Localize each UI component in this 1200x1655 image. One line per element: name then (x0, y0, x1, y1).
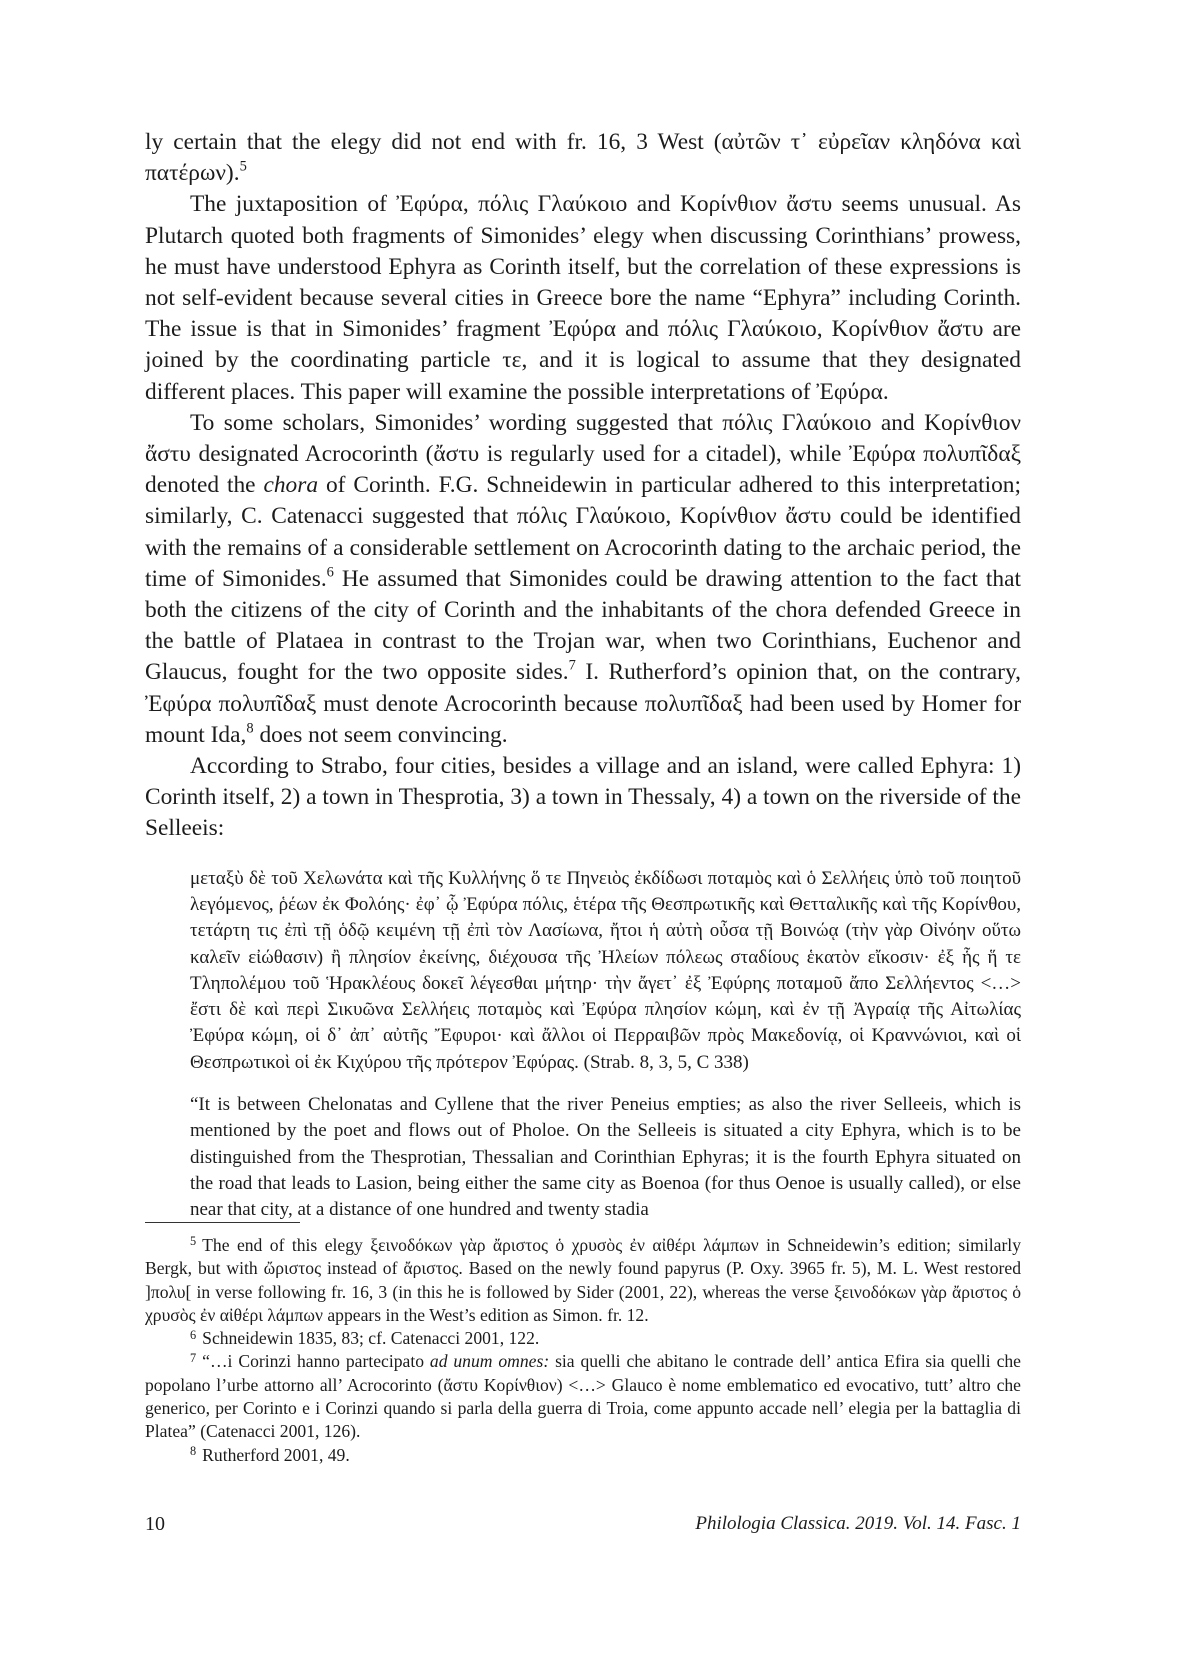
footnote-6-number: 6 (190, 1327, 197, 1342)
chora-emphasis: chora (263, 472, 319, 499)
footnote-ref-7[interactable]: 7 (568, 658, 576, 675)
paragraph-juxtaposition: The juxtaposition of Ἐφύρα, πόλις Γλαύκοιο and Κορίνθιον ἄστυ seems unusual. As Plutarch quoted both fragments of Simonides’ elegy when discussing Corinthians’ prowess, he must have understood Ephyra as Corinth itself, but the correlation of these expressions is not self-evident because several cities in Greece bore the name “Ephyra” including Corinth. The issue is that in Simonides’ fragment Ἐφύρα and πόλις Γλαύκοιο, Κορίνθιον ἄστυ are joined by the coordinating particle τε, and it is logical to assume that they designated different places. This paper will examine the possible interpretations of Ἐφύρα. (145, 191, 1021, 405)
footnote-5 (145, 1234, 1021, 1327)
page-number: 10 (145, 1513, 165, 1535)
greek-quotation: μεταξὺ δὲ τοῦ Χελωνάτα καὶ τῆς Κυλλήνης ὅ τε Πηνειὸς ἐκδίδωσι ποταμὸς καὶ ὁ Σελλήεις ὑπὸ τοῦ ποιητοῦ λεγόμενος, ῥέων ἐκ Φολόης· ἐφ᾽ ᾧ Ἐφύρα πόλις, ἑτέρα τῆς Θεσπρωτικῆς καὶ Θετταλικῆς καὶ τῆς Κορίνθου, τετάρτη τις ἐπὶ τῇ ὁδῷ κειμένη τῇ ἐπὶ τὸν Λασίωνα, ἤτοι ἡ αὐτὴ οὖσα τῇ Βοινώᾳ (τὴν γὰρ Οἰνόην οὕτω καλεῖν εἰώθασιν) ἢ πλησίον ἐκείνης, διέχουσα τῆς Ἠλείων πόλεως σταδίους ἑκατὸν εἴκοσιν· ἐξ ἧς ἥ τε Τληπολέμου τοῦ Ἡρακλέους δοκεῖ λέγεσθαι μήτηρ· τὴν ἄγετ᾽ ἐξ Ἐφύρης ποταμοῦ ἄπο Σελλήεντος <…> ἔστι δὲ καὶ περὶ Σικυῶνα Σελλήεις ποταμὸς καὶ Ἐφύρα πλησίον κώμη, καὶ ἐν τῇ Ἀγραίᾳ τῆς Αἰτωλίας Ἐφύρα κώμη, οἱ δ᾽ ἀπ᾽ αὐτῆς Ἔφυροι· καὶ ἄλλοι οἱ Περραιβῶν πρὸς Μακεδονίᾳ, οἱ Κραννώνιοι, καὶ οἱ Θεσπρωτικοὶ οἱ ἐκ Κιχύρου τῆς πρότερον Ἐφύρας. (Strab. 8, 3, 5, C 338) (190, 867, 1021, 1073)
paragraph-continued (145, 127, 1021, 189)
paragraph-scholars (145, 408, 1021, 751)
footnote-5-text: The end of this elegy ξεινοδόκων γὰρ ἄριστος ὁ χρυσὸς ἐν αἰθέρι λάμπων in Schneidewin’s edition; similarly Bergk, but with ὤριστος instead of ἄριστος. Based on the newly found papyrus (P. Oxy. 3965 fr. 5), M. L. West restored ]πολυ[ in verse following fr. 16, 3 (in this he is followed by Sider (2001, 22), whereas the verse ξεινοδόκων γὰρ ἄριστος ὁ χρυσὸς ἐν αἰθέρι λάμπων appears in the West’s edition as Simon. fr. 12. (145, 1235, 1021, 1325)
footnote-8 (145, 1444, 1021, 1467)
footnote-8-number: 8 (190, 1444, 197, 1459)
footnotes (145, 1234, 1021, 1467)
footnote-8-text: Rutherford 2001, 49. (202, 1444, 350, 1465)
footnote-7-emphasis: ad unum omnes: (429, 1351, 550, 1372)
footnote-ref-6[interactable]: 6 (326, 564, 334, 581)
footnote-6 (145, 1327, 1021, 1350)
paragraph-3-part-c: He assumed that Simonides could be drawing attention to the fact that both the citizens of the city of Corinth and the inhabitants of the chora defended Greece in the battle of Plataea in contrast to the Trojan war, when two Corinthians, Euchenor and Glaucus, fought for the two opposite sides. (145, 565, 1021, 686)
paragraph-3-part-e: does not seem convincing. (253, 721, 508, 748)
footnote-7-number: 7 (190, 1350, 197, 1365)
english-translation: “It is between Chelonatas and Cyllene that the river Peneius empties; as also the river Selleeis, which is mentioned by the poet and flows out of Pholoe. On the Selleeis is situated a city Ephyra, which is to be distinguished from the Thesprotian, Thessalian and Corinthian Ephyras; it is the fourth Ephyra situated on the road that leads to Lasion, being either the same city as Boenoa (for thus Oenoe is usually called), or else near that city, at a distance of one hundred and twenty stadia (190, 1094, 1021, 1221)
footnote-ref-8[interactable]: 8 (246, 720, 254, 737)
journal-citation: Philologia Classica. 2019. Vol. 14. Fasc. 1 (695, 1513, 1021, 1534)
footnote-7-part-b: sia quelli che abitano le contrade dell’ antica Efira sia quelli che popolano l’urbe attorno all’ Acrocorinto (ἄστυ Κορίνθιον) <…> Glauco è nome emblematico ed evocativo, tutt’ altro che generico, per Corinto e i Corinzi quando si parla della guerra di Troia, come appunto accade nell’ elegia per la battaglia di Platea” (Catenacci 2001, 126). (145, 1351, 1021, 1442)
footnote-separator (145, 1222, 300, 1223)
paragraph-1-text: ly certain that the elegy did not end with fr. 16, 3 West (αὐτῶν τ᾽ εὐρεῖαν κληδόνα καὶ πατέρων). (145, 129, 1021, 187)
footnote-6-text: Schneidewin 1835, 83; cf. Catenacci 2001, 122. (202, 1328, 540, 1349)
footnote-7 (145, 1350, 1021, 1443)
footnote-7-part-a: “…i Corinzi hanno partecipato (202, 1351, 430, 1372)
paragraph-3-part-d: I. Rutherford’s opinion that, on the contrary, Ἐφύρα πολυπῖδαξ must denote Acrocorinth because πολυπῖδαξ had been used by Homer for mount Ida, (145, 659, 1021, 748)
main-text-column (145, 127, 1021, 1224)
footnote-5-number: 5 (190, 1234, 197, 1249)
paragraph-strabo: According to Strabo, four cities, besides a village and an island, were called Ephyra: 1) Corinth itself, 2) a town in Thesprotia, 3) a town in Thessaly, 4) a town on the riverside of the Selleeis: (145, 753, 1021, 842)
paragraph-3-part-b: of Corinth. F.G. Schneidewin in particular adhered to this interpretation; similarly, C. Catenacci suggested that πόλις Γλαύκοιο, Κορίνθιον ἄστυ could be identified with the remains of a considerable settlement on Acrocorinth dating to the archaic period, the time of Simonides. (145, 472, 1021, 592)
footnote-ref-5[interactable]: 5 (239, 158, 247, 175)
paragraph-3-part-a: To some scholars, Simonides’ wording suggested that πόλις Γλαύκοιο and Κορίνθιον ἄστυ designated Acrocorinth (ἄστυ is regularly used for a citadel), while Ἐφύρα πολυπῖδαξ denoted the (145, 409, 1021, 499)
